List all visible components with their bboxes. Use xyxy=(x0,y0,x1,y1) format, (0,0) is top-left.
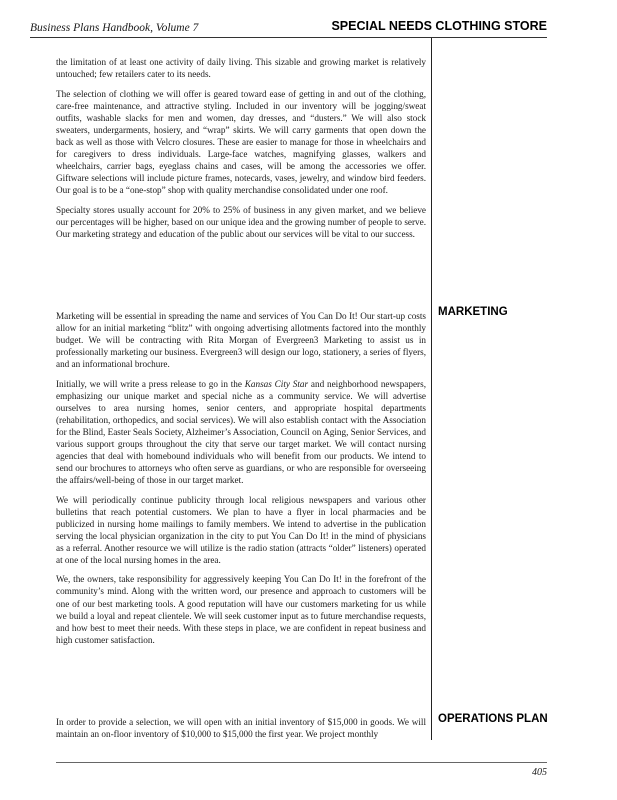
column-divider xyxy=(431,38,432,740)
operations-paragraph-1: In order to provide a selection, we will open with an initial inventory of $15,000 in goods. We will maintain an on-floor inventory of $10,000 to $15,000 the first year. We project monthly xyxy=(56,717,426,740)
page-number: 405 xyxy=(532,767,547,778)
marketing-paragraph-2 xyxy=(56,378,426,486)
operations-heading: OPERATIONS PLAN xyxy=(438,713,548,725)
marketing-section xyxy=(56,310,426,653)
marketing-paragraph-1: Marketing will be essential in spreading the name and services of You Can Do It! Our start-up costs allow for an initial marketing “blitz” with ongoing advertising allotments factored into the monthly budget. We will be contracting with Rita Morgan of Evergreen3 Marketing to assist us in professionally marketing our business. Evergreen3 will design our logo, stationery, a series of flyers, and an informational brochure. xyxy=(56,311,426,370)
marketing-paragraph-2-start: Initially, we will write a press release to go in the xyxy=(56,378,245,389)
marketing-heading: MARKETING xyxy=(438,306,508,318)
intro-paragraph-1: the limitation of at least one activity of daily living. This sizable and growing market is relatively untouched; few retailers cater to its needs. xyxy=(56,57,426,80)
footer-rule xyxy=(56,762,547,763)
newspaper-name: Kansas City Star xyxy=(244,378,309,389)
intro-section xyxy=(56,56,426,247)
operations-section xyxy=(56,716,426,748)
intro-paragraph-3: Specialty stores usually account for 20% to 25% of business in any given market, and we believe our percentages will be higher, based on our unique idea and the growing number of people to serve. Our marketing strategy and education of the public about our services will be vital to our success. xyxy=(56,204,426,239)
marketing-paragraph-3: We will periodically continue publicity through local religious newspapers and various other bulletins that reach potential customers. We plan to have a flyer in local pharmacies and be publicized in nursing home mailings to family members. We intend to advertise in the publication serving the local physician organization in the city to put You Can Do It! in the mind of physicians as a referral. Another resource we will utilize is the radio station (attracts “older” listeners) operated at one of the local nursing homes in the area. xyxy=(56,494,426,565)
page-header xyxy=(30,16,547,36)
header-rule xyxy=(30,37,547,38)
intro-paragraph-2: The selection of clothing we will offer is geared toward ease of getting in and out of the clothing, care-free maintenance, and attractive styling. Included in our inventory will be jogging/sweat outfits, washable slacks for men and women, day dresses, and “dusters.” We will also stock sweaters, undergarments, hosiery, and “wrap” skirts. We will carry garments that open down the back as well as those with Velcro closures. These are easier to manage for those in wheelchairs and for caregivers to dress individuals. Large-face watches, magnifying glasses, walkers and wheelchairs, carrier bags, eyeglass chains and cases, will be among the accessories we offer. Giftware selections will include picture frames, notecards, vases, jewelry, and window bird feeders. Our goal is to be a “one-stop” shop with quality merchandise consolidated under one roof. xyxy=(56,88,426,195)
book-title: Business Plans Handbook, Volume 7 xyxy=(30,22,199,34)
marketing-paragraph-2-rest: and neighborhood newspapers, emphasizing our unique market and special niche as a community service. We will advertise ourselves to area nursing homes, senior centers, and appropriate hospital departments (rehabilitation, orthopedics, and social services). We will also establish contact with the Association for the Blind, Easter Seals Society, Alzheimer’s Association, Council on Aging, Senior Services, and various support groups throughout the city that serve our target market. We will contact nursing agencies that deal with homebound individuals who will benefit from our products. We intend to send our brochures to attorneys who often serve as guardians, or who are responsible for overseeing the affairs/well-being of those in our target market. xyxy=(56,378,426,486)
marketing-paragraph-4: We, the owners, take responsibility for aggressively keeping You Can Do It! in the forefront of the community’s mind. Along with the written word, our presence and approach to customers will be one of our best marketing tools. A good reputation will have our customers marketing for us while we build a loyal and repeat clientele. We will seek customer input as to future merchandise requests, and how best to meet their needs. With these steps in place, we are confident in repeat business and high customer satisfaction. xyxy=(56,574,426,645)
section-title: SPECIAL NEEDS CLOTHING STORE xyxy=(331,19,547,33)
